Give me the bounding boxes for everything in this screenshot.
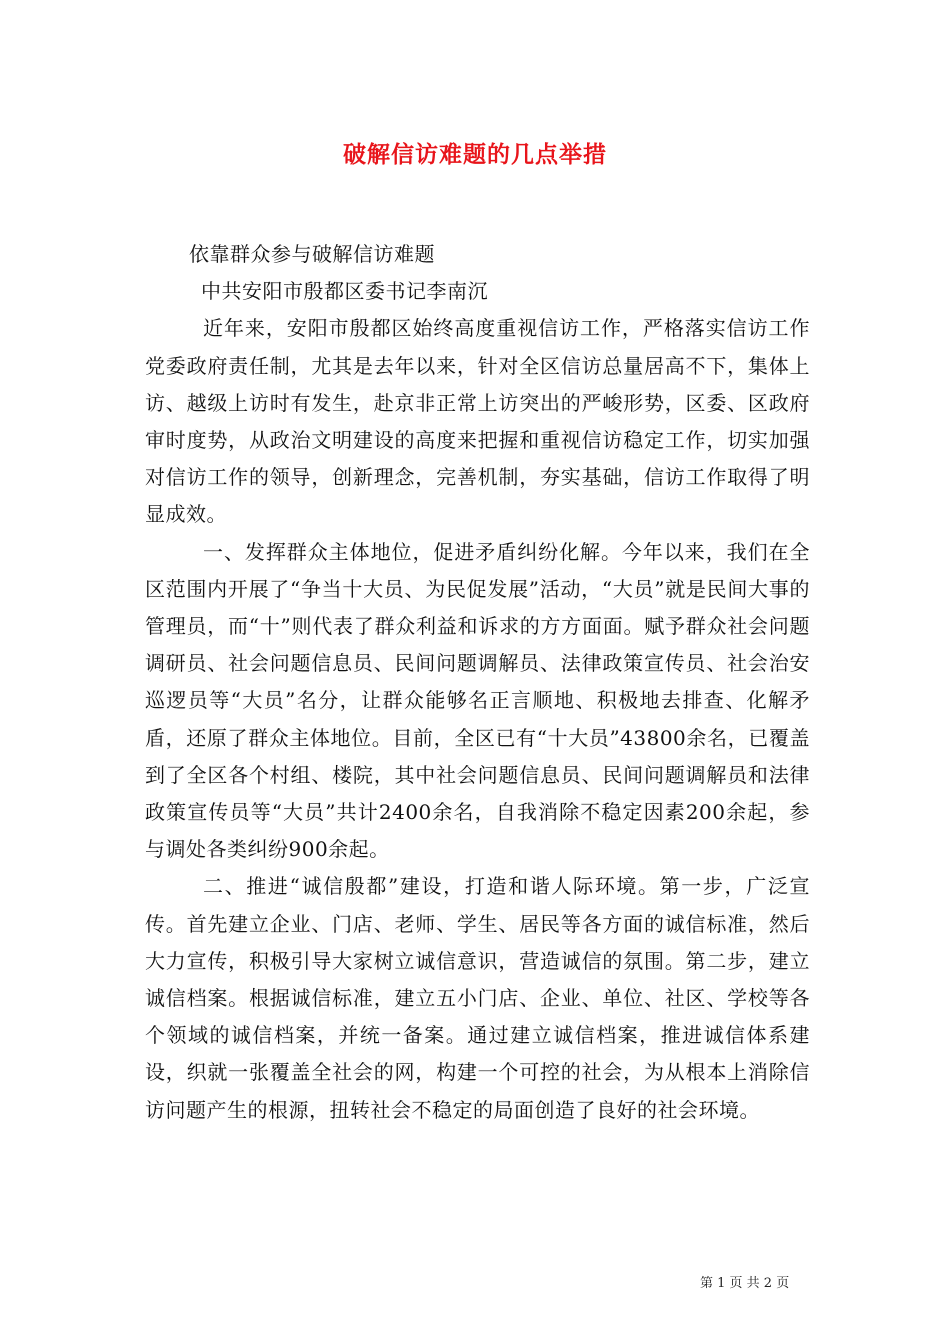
body-paragraph: 近年来，安阳市殷都区始终高度重视信访工作，严格落实信访工作党委政府责任制，尤其是去年以来，针对全区信访总量居高不下，集体上访、越级上访时有发生，赴京非正常上访突出的严峻形势，区委、区政府审时度势，从政治文明建设的高度来把握和重视信访稳定工作，切实加强对信访工作的领导，创新理念，完善机制，夯实基础，信访工作取得了明显成效。 <box>145 316 810 527</box>
document-subtitle: 依靠群众参与破解信访难题 <box>189 242 435 266</box>
body-paragraph: 二、推进“诚信殷都”建设，打造和谐人际环境。第一步，广泛宣传。首先建立企业、门店、老师、学生、居民等各方面的诚信标准，然后大力宣传，积极引导大家树立诚信意识，营造诚信的氛围。第二步，建立诚信档案。根据诚信标准，建立五小门店、企业、单位、社区、学校等各个领域的诚信档案，并统一备案。通过建立诚信档案，推进诚信体系建设，织就一张覆盖全社会的网，构建一个可控的社会，为从根本上消除信访问题产生的根源，扭转社会不稳定的局面创造了良好的社会环境。 <box>145 874 810 1122</box>
body-paragraph: 一、发挥群众主体地位，促进矛盾纠纷化解。今年以来，我们在全区范围内开展了“争当十大员、为民促发展”活动，“大员”就是民间大事的管理员，而“十”则代表了群众利益和诉求的方方面面。赋予群众社会问题调研员、社会问题信息员、民间问题调解员、法律政策宣传员、社会治安巡逻员等“大员”名分，让群众能够名正言顺地、积极地去排查、化解矛盾，还原了群众主体地位。目前，全区已有“十大员”43800余名，已覆盖到了全区各个村组、楼院，其中社会问题信息员、民间问题调解员和法律政策宣传员等“大员”共计2400余名，自我消除不稳定因素200余起，参与调处各类纠纷900余起。 <box>145 539 810 862</box>
document-body <box>145 236 810 1129</box>
document-author: 中共安阳市殷都区委书记李南沉 <box>201 279 488 304</box>
document-title: 破解信访难题的几点举措 <box>343 141 607 168</box>
page-number-footer: 第 1 页 共 2 页 <box>700 1276 790 1291</box>
